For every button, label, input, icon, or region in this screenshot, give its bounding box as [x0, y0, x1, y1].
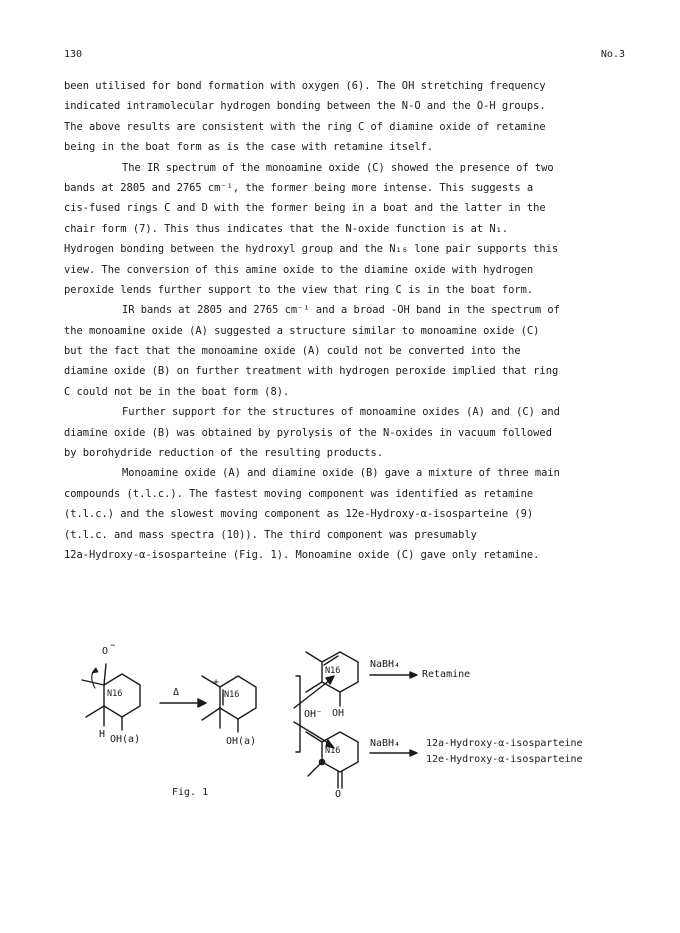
text-line: C could not be in the boat form (8).	[64, 385, 290, 398]
structure-iminium	[202, 676, 256, 732]
text-line: diamine oxide (B) on further treatment with hydrogen peroxide implied that ring	[64, 365, 559, 378]
label-oh-a-left: OH(a)	[110, 734, 141, 745]
body-text	[64, 76, 620, 565]
issue-number: No.3	[600, 49, 625, 60]
text-line: been utilised for bond formation with oxygen (6). The OH stretching frequency	[64, 80, 546, 92]
text-line: Monoamine oxide (A) and diamine oxide (B) gave a mixture of three main	[122, 467, 560, 480]
paragraph-2	[64, 158, 620, 301]
figure-caption: Fig. 1	[172, 787, 209, 798]
structure-keto	[306, 732, 358, 788]
paragraph-4	[64, 402, 620, 463]
paragraph-3	[64, 300, 620, 402]
text-line: (t.l.c.) and the slowest moving component as 12e-Hydroxy-α-isosparteine (9)	[64, 508, 534, 521]
paragraph-1	[64, 76, 620, 158]
label-oh-minus: OH⁻	[304, 709, 323, 720]
label-oh-top: OH	[332, 708, 345, 719]
text-line: compounds (t.l.c.). The fastest moving component was identified as retamine	[64, 487, 534, 500]
label-nabh4-bottom: NaBH₄	[370, 738, 401, 749]
paragraph-5	[64, 463, 620, 565]
text-line: The IR spectrum of the monoamine oxide (C) showed the presence of two	[122, 161, 554, 174]
label-minus: −	[110, 641, 116, 651]
label-12e-hydroxy: 12e-Hydroxy-α-isosparteine	[426, 754, 583, 765]
label-h: H	[99, 729, 106, 740]
bracket	[296, 676, 300, 752]
text-line: indicated intramolecular hydrogen bonding between the N-O and the O-H groups.	[64, 100, 546, 113]
text-line: being in the boat form as is the case with retamine itself.	[64, 141, 434, 154]
reaction-scheme-drawing	[60, 640, 640, 820]
text-line: 12a-Hydroxy-α-isosparteine (Fig. 1). Monoamine oxide (C) gave only retamine.	[64, 548, 540, 561]
label-n16-bottom: N16	[325, 746, 341, 756]
label-retamine: Retamine	[422, 669, 471, 680]
text-line: peroxide lends further support to the view that ring C is in the boat form.	[64, 283, 534, 296]
text-line: The above results are consistent with the ring C of diamine oxide of retamine	[64, 120, 546, 133]
page-number: 130	[64, 49, 83, 60]
reaction-scheme-figure	[60, 640, 640, 820]
label-nabh4-top: NaBH₄	[370, 659, 401, 670]
text-line: but the fact that the monoamine oxide (A) could not be converted into the	[64, 345, 521, 358]
text-line: (t.l.c. and mass spectra (10)). The third component was presumably	[64, 528, 477, 541]
label-n16-left: N16	[107, 689, 123, 699]
text-line: chair form (7). This thus indicates that the N-oxide function is at N₁.	[64, 222, 509, 235]
text-line: by borohydride reduction of the resulting products.	[64, 447, 384, 460]
label-n16-mid: N16	[224, 690, 240, 700]
label-n16-top: N16	[325, 666, 341, 676]
text-line: view. The conversion of this amine oxide to the diamine oxide with hydrogen	[64, 263, 534, 276]
label-oxygen: O	[102, 646, 109, 657]
label-plus: +	[213, 677, 220, 688]
text-line: the monoamine oxide (A) suggested a structure similar to monoamine oxide (C)	[64, 324, 540, 337]
label-oxygen-bottom: O	[335, 789, 342, 800]
text-line: Further support for the structures of monoamine oxides (A) and (C) and	[122, 406, 560, 419]
text-line: cis-fused rings C and D with the former being in a boat and the latter in the	[64, 202, 546, 215]
label-12a-hydroxy: 12a-Hydroxy-α-isosparteine	[426, 738, 583, 749]
text-line: Hydrogen bonding between the hydroxyl group and the N₁₆ lone pair supports this	[64, 243, 559, 256]
text-line: IR bands at 2805 and 2765 cm⁻¹ and a broad -OH band in the spectrum of	[122, 304, 560, 317]
text-line: bands at 2805 and 2765 cm⁻¹, the former being more intense. This suggests a	[64, 181, 534, 194]
label-oh-a-mid: OH(a)	[226, 736, 257, 747]
text-line: diamine oxide (B) was obtained by pyrolysis of the N-oxides in vacuum followed	[64, 426, 552, 439]
label-delta: Δ	[173, 687, 180, 698]
